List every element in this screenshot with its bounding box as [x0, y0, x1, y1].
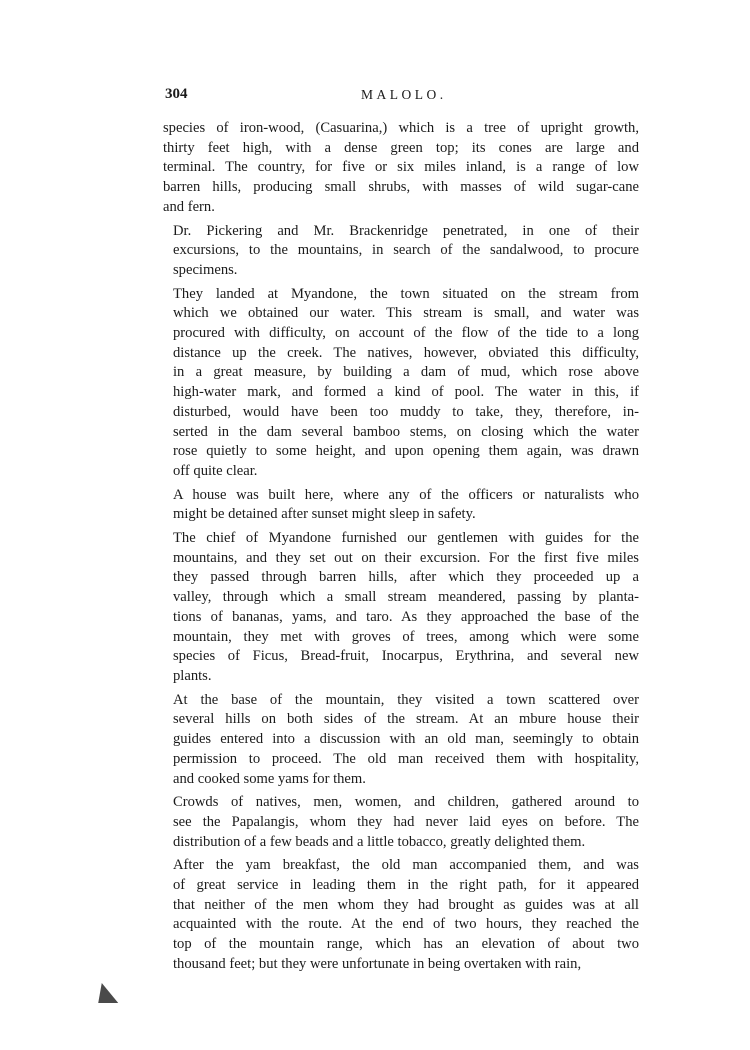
text-line: At the base of the mountain, they visited a town scattered over	[173, 691, 639, 708]
text-line: that neither of the men whom they had brought as guides was at all	[173, 896, 639, 913]
text-line: disturbed, would have been too muddy to take, they, therefore, in-	[173, 403, 639, 420]
text-line: permission to proceed. The old man received them with hospitality,	[173, 750, 639, 767]
text-line: high-water mark, and formed a kind of pool. The water in this, if	[173, 384, 639, 401]
paragraph	[163, 222, 639, 281]
text-line: specimens.	[173, 261, 238, 278]
text-line: they passed through barren hills, after which they proceeded up a	[173, 569, 639, 586]
text-line: excursions, to the mountains, in search of the sandalwood, to procure	[173, 242, 639, 259]
text-line: guides entered into a discussion with an old man, seemingly to obtain	[173, 731, 639, 748]
text-line: in a great measure, by building a dam of mud, which rose above	[173, 364, 639, 381]
text-line: thirty feet high, with a dense green top; its cones are large and	[163, 139, 639, 156]
text-line: valley, through which a small stream meandered, passing by planta-	[173, 589, 639, 606]
paragraph	[163, 529, 639, 687]
text-line: Crowds of natives, men, women, and children, gathered around to	[173, 794, 639, 811]
text-line: of great service in leading them in the right path, for it appeared	[173, 877, 639, 894]
text-line: tions of bananas, yams, and taro. As they approached the base of the	[173, 608, 639, 625]
text-line: rose quietly to some height, and upon opening them again, was drawn	[173, 443, 639, 460]
text-line: distribution of a few beads and a little tobacco, greatly delighted them.	[173, 833, 586, 850]
text-line: thousand feet; but they were unfortunate in being overtaken with rain,	[173, 955, 582, 972]
text-line: mountain, they met with groves of trees, among which were some	[173, 628, 639, 645]
text-line: species of Ficus, Bread-fruit, Inocarpus, Erythrina, and several new	[173, 648, 639, 665]
text-line: top of the mountain range, which has an elevation of about two	[173, 936, 639, 953]
text-line: procured with difficulty, on account of the flow of the tide to a long	[173, 325, 639, 342]
text-line: terminal. The country, for five or six miles inland, is a range of low	[163, 159, 639, 176]
body-text	[163, 119, 639, 979]
text-line: off quite clear.	[173, 462, 258, 479]
text-line: mountains, and they set out on their excursion. For the first five miles	[173, 549, 639, 566]
paragraph	[163, 691, 639, 790]
paragraph	[163, 856, 639, 974]
text-line: distance up the creek. The natives, however, obviated this difficulty,	[173, 344, 639, 361]
text-line: serted in the dam several bamboo stems, on closing which the water	[173, 423, 639, 440]
text-line: and fern.	[163, 198, 215, 215]
text-line: and cooked some yams for them.	[173, 770, 366, 787]
corner-mark	[98, 983, 122, 1003]
text-line: After the yam breakfast, the old man accompanied them, and was	[173, 857, 639, 874]
text-line: might be detained after sunset might sleep in safety.	[173, 506, 476, 523]
text-line: species of iron-wood, (Casuarina,) which is a tree of upright growth,	[163, 120, 639, 136]
text-line: Dr. Pickering and Mr. Brackenridge penetrated, in one of their	[173, 222, 639, 239]
page-number: 304	[165, 86, 188, 102]
text-line: They landed at Myandone, the town situated on the stream from	[173, 285, 639, 302]
paragraph	[163, 119, 639, 218]
paragraph	[163, 793, 639, 852]
text-line: A house was built here, where any of the officers or naturalists who	[173, 486, 639, 503]
text-line: plants.	[173, 667, 212, 684]
text-line: which we obtained our water. This stream is small, and water was	[173, 305, 639, 322]
text-line: several hills on both sides of the stream. At an mbure house their	[173, 711, 639, 728]
running-title: MALOLO.	[361, 87, 447, 102]
text-line: acquainted with the route. At the end of two hours, they reached the	[173, 916, 639, 933]
text-line: see the Papalangis, whom they had never laid eyes on before. The	[173, 813, 639, 830]
text-line: The chief of Myandone furnished our gentlemen with guides for the	[173, 530, 639, 547]
text-line: barren hills, producing small shrubs, with masses of wild sugar-cane	[163, 179, 639, 196]
paragraph	[163, 285, 639, 482]
paragraph	[163, 486, 639, 525]
page-header	[165, 86, 640, 108]
